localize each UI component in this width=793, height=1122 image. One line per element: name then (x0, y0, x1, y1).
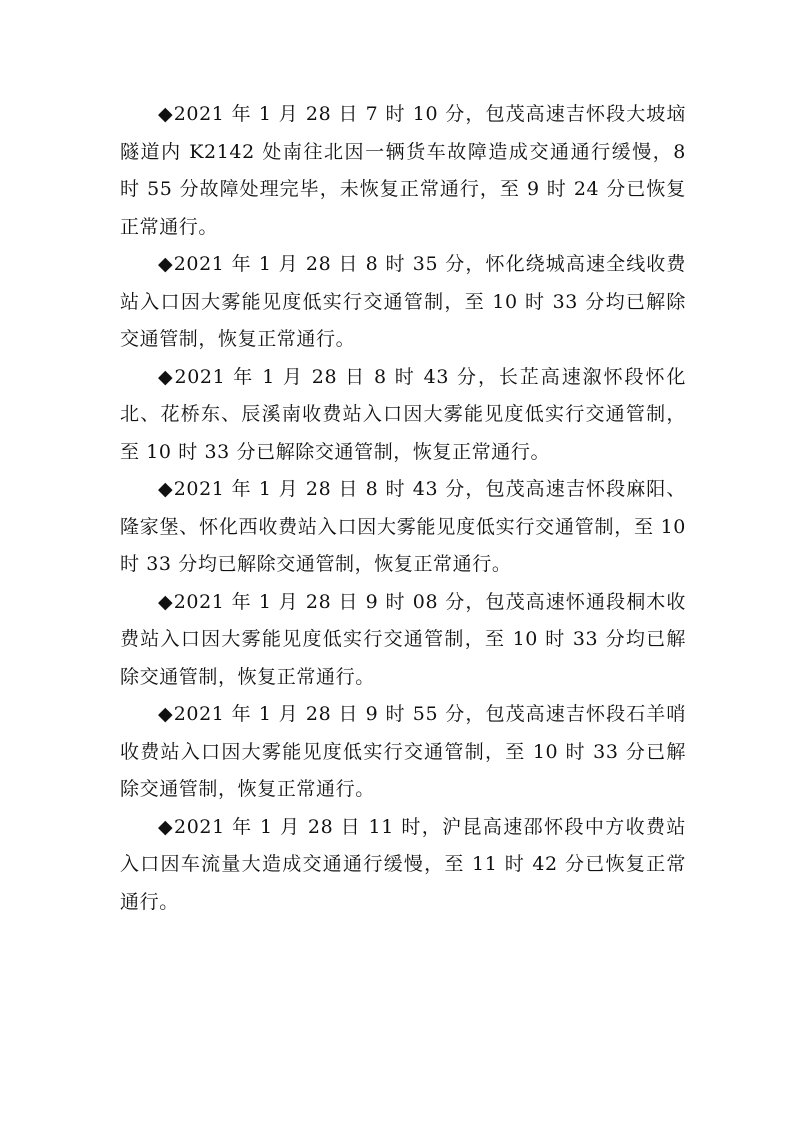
paragraph-7: ◆2021 年 1 月 28 日 11 时，沪昆高速邵怀段中方收费站入口因车流量大造成交通通行缓慢，至 11 时 42 分已恢复正常通行。 (120, 815, 686, 913)
paragraph-3: ◆2021 年 1 月 28 日 8 时 43 分，长芷高速溆怀段怀化北、花桥东、辰溪南收费站入口因大雾能见度低实行交通管制，至 10 时 33 分已解除交通管制，恢复正常通行。 (120, 365, 686, 463)
paragraph-6: ◆2021 年 1 月 28 日 9 时 55 分，包茂高速吉怀段石羊哨收费站入口因大雾能见度低实行交通管制，至 10 时 33 分已解除交通管制，恢复正常通行。 (120, 703, 686, 800)
paragraph-5: ◆2021 年 1 月 28 日 9 时 08 分，包茂高速怀通段桐木收费站入口因大雾能见度低实行交通管制，至 10 时 33 分均已解除交通管制，恢复正常通行。 (120, 590, 686, 688)
paragraph-1: ◆2021 年 1 月 28 日 7 时 10 分，包茂高速吉怀段大坡垴隧道内 K2142 处南往北因一辆货车故障造成交通通行缓慢，8 时 55 分故障处理完毕，未恢复正常通行，至 9 时 24 分已恢复正常通行。 (120, 103, 686, 238)
document-body (120, 96, 686, 921)
paragraph-4: ◆2021 年 1 月 28 日 8 时 43 分，包茂高速吉怀段麻阳、隆家堡、怀化西收费站入口因大雾能见度低实行交通管制，至 10 时 33 分均已解除交通管制，恢复正常通行。 (120, 478, 686, 575)
paragraph-2: ◆2021 年 1 月 28 日 8 时 35 分，怀化绕城高速全线收费站入口因大雾能见度低实行交通管制，至 10 时 33 分均已解除交通管制，恢复正常通行。 (120, 253, 686, 350)
